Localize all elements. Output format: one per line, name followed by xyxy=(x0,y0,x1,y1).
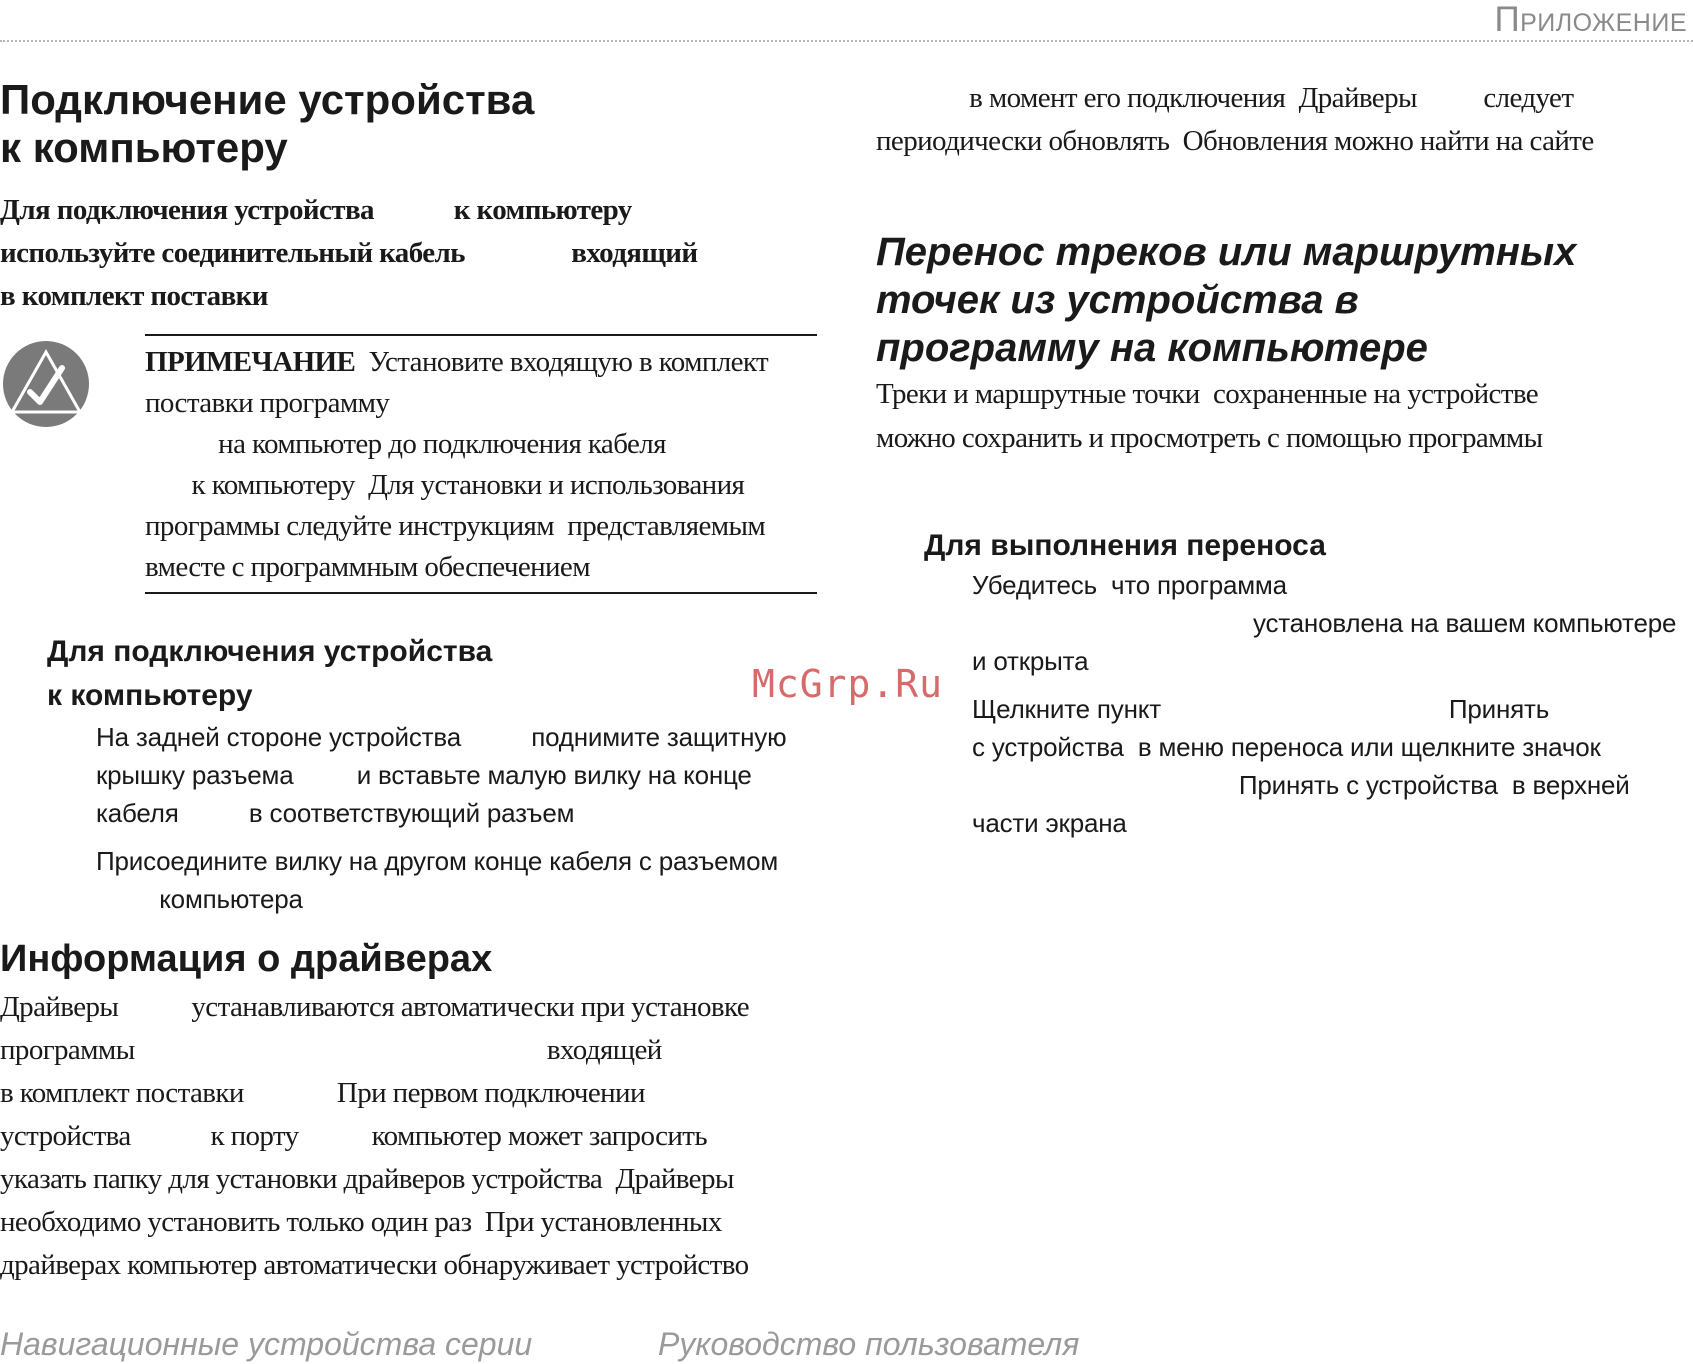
transfer-heading-line-3: программу на компьютере xyxy=(876,326,1428,370)
procedure-step-line: компьютера xyxy=(96,884,303,914)
drivers-text-line: драйверах компьютер автоматически обнаруживает устройство xyxy=(0,1249,749,1281)
transfer-step-line: с устройства в меню переноса или щелкните значок xyxy=(972,732,1601,762)
transfer-heading-line-1: Перенос треков или маршрутных xyxy=(876,230,1577,274)
connect-intro-line: Для подключения устройства к компьютеру xyxy=(0,194,632,226)
connect-heading-line-1: Подключение устройства xyxy=(0,76,535,123)
note-line: на компьютер до подключения кабеля xyxy=(145,428,666,460)
section-header: Приложение xyxy=(1494,0,1687,39)
drivers-text-line: Драйверы устанавливаются автоматически при установке xyxy=(0,991,749,1023)
connect-intro-line: в комплект поставки xyxy=(0,280,268,312)
drivers-text-line: необходимо установить только один раз При установленных xyxy=(0,1206,722,1238)
footer-manual-title: Руководство пользователя xyxy=(658,1326,1080,1362)
drivers-text-line: устройства к порту компьютер может запросить xyxy=(0,1120,707,1152)
drivers-cont-line: в момент его подключения Драйверы следует xyxy=(876,82,1574,114)
procedure-step-line: крышку разъема и вставьте малую вилку на конце xyxy=(96,760,752,790)
transfer-step-line: Убедитесь что программа xyxy=(972,570,1287,600)
note-line: к компьютеру Для установки и использования xyxy=(145,469,745,501)
note-line: поставки программу xyxy=(145,387,390,419)
transfer-procedure-heading: Для выполнения переноса xyxy=(924,529,1326,562)
transfer-intro-line: можно сохранить и просмотреть с помощью программы xyxy=(876,422,1543,454)
transfer-step-line: установлена на вашем компьютере xyxy=(972,608,1677,638)
procedure-step-line: На задней стороне устройства поднимите защитную xyxy=(96,722,787,752)
note-line-1-text: Установите входящую в комплект xyxy=(355,346,769,378)
watermark: McGrp.Ru xyxy=(752,662,944,706)
transfer-step-line: Принять с устройства в верхней xyxy=(972,770,1630,800)
header-divider xyxy=(0,40,1693,42)
procedure-step-line: кабеля в соответствующий разъем xyxy=(96,798,575,828)
note-check-icon xyxy=(2,340,90,428)
connect-intro-line: используйте соединительный кабель входящий xyxy=(0,237,698,269)
transfer-heading-line-2: точек из устройства в xyxy=(876,278,1359,322)
note-bottom-rule xyxy=(145,592,817,594)
drivers-text-line: в комплект поставки При первом подключении xyxy=(0,1077,645,1109)
drivers-heading: Информация о драйверах xyxy=(0,938,493,980)
procedure-heading-line-1: Для подключения устройства xyxy=(47,635,493,668)
drivers-text-line: программы входящей xyxy=(0,1034,662,1066)
note-label: ПРИМЕЧАНИЕ xyxy=(145,346,356,378)
transfer-step-line: Щелкните пункт Принять xyxy=(972,694,1550,724)
drivers-cont-line: периодически обновлять Обновления можно найти на сайте xyxy=(876,125,1594,157)
note-line: программы следуйте инструкциям представляемым xyxy=(145,510,766,542)
procedure-step-line: Присоедините вилку на другом конце кабеля с разъемом xyxy=(96,846,779,876)
note-top-rule xyxy=(145,334,817,336)
transfer-step-line: и открыта xyxy=(972,646,1089,676)
transfer-intro-line: Треки и маршрутные точки сохраненные на устройстве xyxy=(876,378,1539,410)
footer-device-series: Навигационные устройства серии xyxy=(0,1326,533,1362)
connect-heading-line-2: к компьютеру xyxy=(0,124,288,171)
procedure-heading-line-2: к компьютеру xyxy=(47,679,253,712)
note-line-1 xyxy=(145,346,768,378)
drivers-text-line: указать папку для установки драйверов устройства Драйверы xyxy=(0,1163,734,1195)
transfer-step-line: части экрана xyxy=(972,808,1127,838)
note-line: вместе с программным обеспечением xyxy=(145,551,590,583)
